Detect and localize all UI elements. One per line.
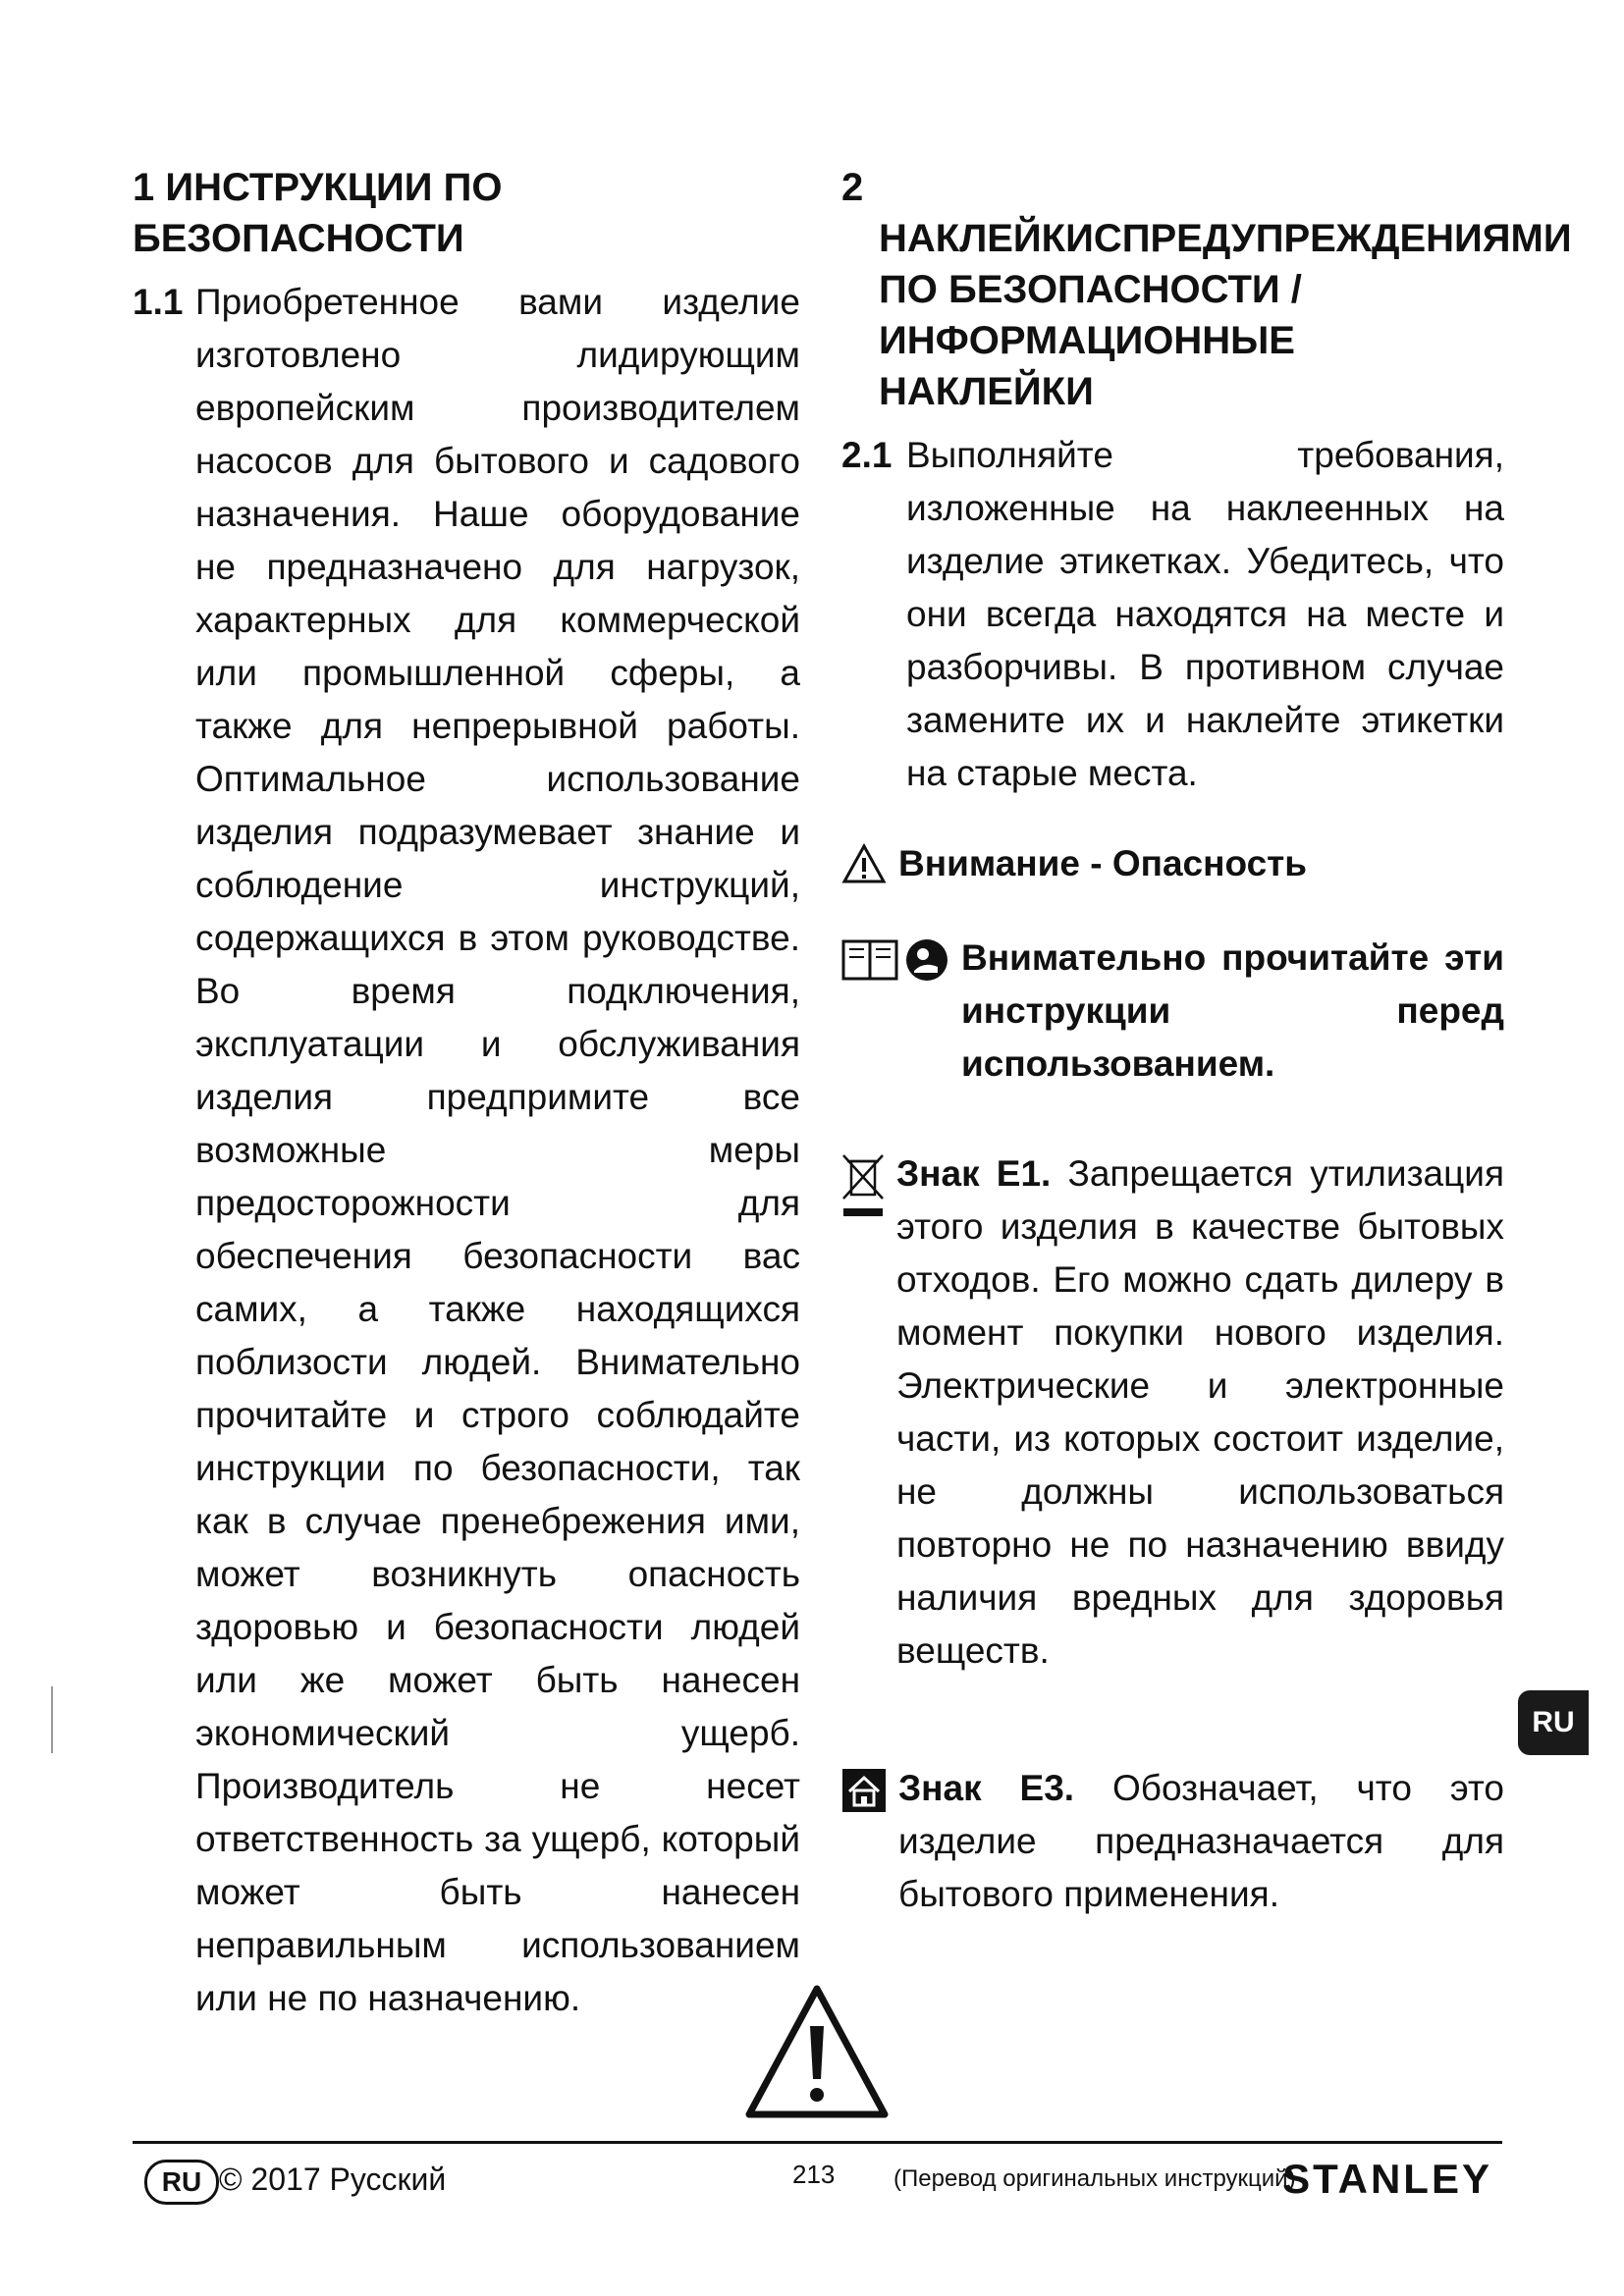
e3-label: Знак E3. xyxy=(898,1768,1075,1808)
footer-divider xyxy=(133,2141,1502,2144)
read-instructions-notice xyxy=(841,932,1504,1091)
large-warning-triangle-icon xyxy=(743,1983,891,2120)
e1-notice xyxy=(841,1148,1504,1678)
warning-triangle-icon xyxy=(841,837,887,884)
e1-text xyxy=(896,1148,1504,1678)
translation-note: (Перевод оригинальных инструкций) xyxy=(893,2165,1296,2192)
book-icon xyxy=(841,937,898,988)
margin-mark xyxy=(51,1686,53,1753)
copyright-text: © 2017 Русский xyxy=(219,2162,447,2197)
read-instructions-text: Внимательно прочитайте эти инструкции перед использованием. xyxy=(961,937,1504,1084)
language-tab: RU xyxy=(1518,1690,1589,1755)
left-column xyxy=(133,162,800,2025)
e3-text xyxy=(898,1762,1504,1921)
paragraph-text: Приобретенное вами изделие изготовлено лидирующим европейским производителем насосов для бытового и садового назначения. Наше оборудование не предназначено для нагрузок, характерных для коммерческой или промышленной сферы, а также для непрерывной работы. Оптимальное использование изделия подразумевает знание и соблюдение инструкций, содержащихся в этом руководстве. Во время подключения, эксплуатации и обслуживания изделия предпримите все возможные меры предосторожности для обеспечения безопасности вас самих, а также находящихся поблизости людей. Внимательно прочитайте и строго соблюдайте инструкции по безопасности, так как в случае пренебрежения ими, может возникнуть опасность здоровью и безопасности людей или же может быть нанесен экономический ущерб. Производитель не несет ответственность за ущерб, который может быть нанесен неправильным использованием или не по назначению. xyxy=(195,282,800,2018)
paragraph-number: 1.1 xyxy=(133,282,184,322)
paragraph-text: Выполняйте требования, изложенные на наклеенных на изделие этикетках. Убедитесь, что они всегда находятся на месте и разборчивы. В противном случае замените их и наклейте этикетки на старые места. xyxy=(906,435,1504,793)
section-1-heading: 1 ИНСТРУКЦИИ ПО БЕЗОПАСНОСТИ xyxy=(133,166,503,260)
section-2-heading: 2 НАКЛЕЙКИСПРЕДУПРЕЖДЕНИЯМИ ПО БЕЗОПАСНОСТИ / ИНФОРМАЦИОННЫЕ НАКЛЕЙКИ xyxy=(841,166,1572,413)
paragraph-number: 2.1 xyxy=(841,435,893,475)
language-code: RU xyxy=(144,2160,219,2205)
e1-description: Запрещается утилизация этого изделия в качестве бытовых отходов. Его можно сдать дилеру в момент покупки нового изделия. Электрические и электронные части, из которых состоит изделие, не должны использоваться повторно не по назначению ввиду наличия вредных для здоровья веществ. xyxy=(896,1153,1504,1671)
e3-notice xyxy=(841,1762,1504,1921)
warning-label: Внимание - Опасность xyxy=(898,843,1308,883)
e1-label: Знак E1. xyxy=(896,1153,1052,1194)
house-icon xyxy=(841,1762,887,1813)
e3-description: Обозначает, что это изделие предназначается для бытового применения. xyxy=(898,1768,1505,1914)
read-manual-icon xyxy=(904,937,949,988)
page-number: 213 xyxy=(792,2160,836,2189)
paragraph-2-1 xyxy=(841,429,1504,800)
paragraph-1-1 xyxy=(133,276,800,2025)
crossed-bin-icon xyxy=(841,1148,885,1222)
brand-logo: STANLEY xyxy=(1282,2156,1492,2202)
page-footer xyxy=(133,2158,1502,2207)
warning-notice xyxy=(841,837,1504,890)
